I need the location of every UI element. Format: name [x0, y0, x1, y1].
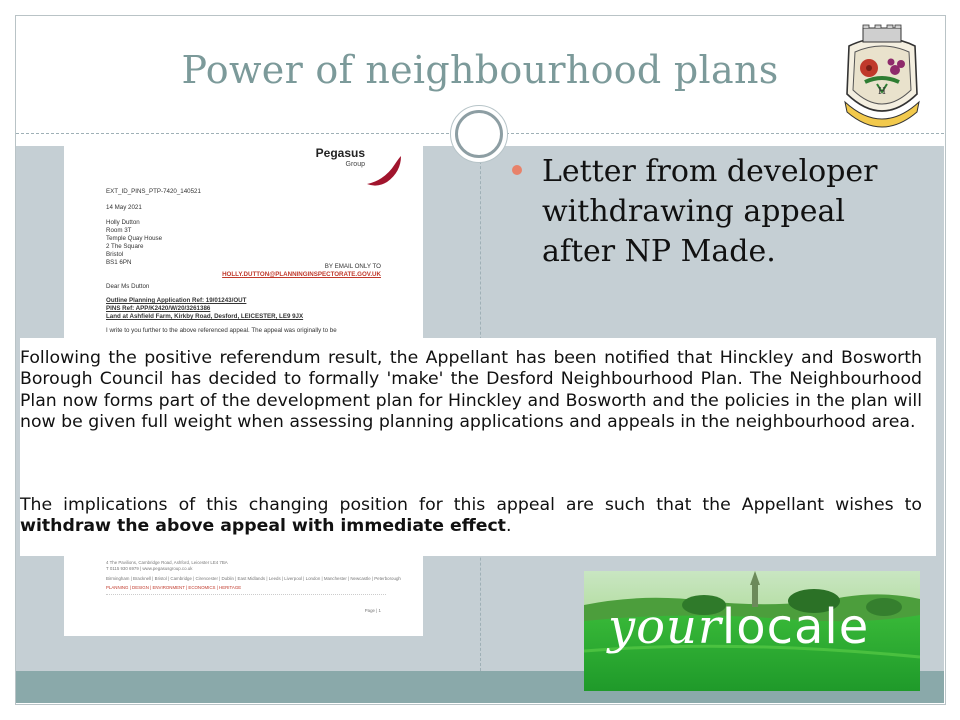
letter-address-line: Temple Quay House	[106, 235, 163, 242]
bullet-dot-icon	[512, 165, 522, 175]
pegasus-logo-subtext: Group	[345, 161, 365, 168]
yourlocale-logo	[584, 571, 920, 691]
excerpt-paragraph-2-start: The implications of this changing position for this appeal are such that the Appellant wishes to	[20, 495, 922, 515]
letter-date: 14 May 2021	[106, 204, 142, 211]
letter-by-email: BY EMAIL ONLY TO	[324, 263, 381, 270]
letter-address-line: Holly Dutton	[106, 219, 140, 226]
letter-footer-line: Birmingham | Bracknell | Bristol | Cambridge | Cirencester | Dublin | East Midlands | Leeds | Liverpool | London | Manchester | Newcastle | Peterborough	[106, 576, 401, 581]
yourlocale-wordmark	[608, 599, 869, 655]
letter-salutation: Dear Ms Dutton	[106, 283, 150, 290]
svg-text:H: H	[878, 87, 886, 97]
excerpt-paragraph-1: Following the positive referendum result, the Appellant has been notified that Hinckley and Bosworth Borough Council has decided to formally 'make' the Desford Neighbourhood Plan. The Neighbourhood Plan now forms part of the development plan for Hinckley and Bosworth and the policies in the plan will now be given full weight when assessing planning applications and appeals in the neighbourhood area.	[20, 348, 922, 432]
letter-address-line: Bristol	[106, 251, 124, 258]
letter-fine-print	[106, 594, 386, 609]
letter-address-line: Room 3T	[106, 227, 132, 234]
letter-footer-line: PLANNING | DESIGN | ENVIRONMENT | ECONOMICS | HERITAGE	[106, 585, 242, 590]
henley-in-arden-crest-logo	[835, 24, 929, 134]
letter-subject-line: Outline Planning Application Ref: 19/01243/OUT	[106, 297, 247, 304]
excerpt-paragraph-2	[20, 495, 922, 538]
slide-title: Power of neighbourhood plans	[181, 48, 779, 92]
letter-email: HOLLY.DUTTON@PLANNINGINSPECTORATE.GOV.UK	[222, 271, 381, 278]
letter-footer-line: 4 The Pavilions, Cambridge Road, Ashford, Leicester LE4 7BA	[106, 560, 228, 565]
pegasus-logo-text: Pegasus	[315, 146, 365, 160]
yourlocale-your: your	[608, 599, 722, 655]
letter-subject-line: Land at Ashfield Farm, Kirkby Road, Desford, LEICESTER, LE9 9JX	[106, 313, 304, 320]
bullet-text: Letter from developer withdrawing appeal after NP Made.	[542, 154, 878, 269]
letter-intro: I write to you further to the above referenced appeal. The appeal was originally to be	[106, 327, 337, 334]
letter-ref: EXT_ID_PINS_PTP-7420_140521	[106, 188, 201, 195]
letter-excerpt-callout	[20, 338, 936, 556]
letter-address-line: 2 The Square	[106, 243, 144, 250]
yourlocale-locale: locale	[721, 599, 870, 655]
pegasus-swoosh-icon	[365, 154, 403, 188]
excerpt-paragraph-2-end: .	[505, 516, 512, 537]
letter-page-number: Page | 1	[364, 608, 381, 613]
letter-address-line: BS1 6PN	[106, 259, 132, 266]
letter-subject-line: PINS Ref: APP/K2420/W/20/3261386	[106, 305, 211, 312]
divider-circle-ring	[455, 110, 503, 158]
excerpt-bold-phrase: withdraw the above appeal with immediate effect	[20, 516, 506, 537]
letter-footer-line: T 0115 930 6979 | www.pegasusgroup.co.uk	[106, 566, 193, 571]
